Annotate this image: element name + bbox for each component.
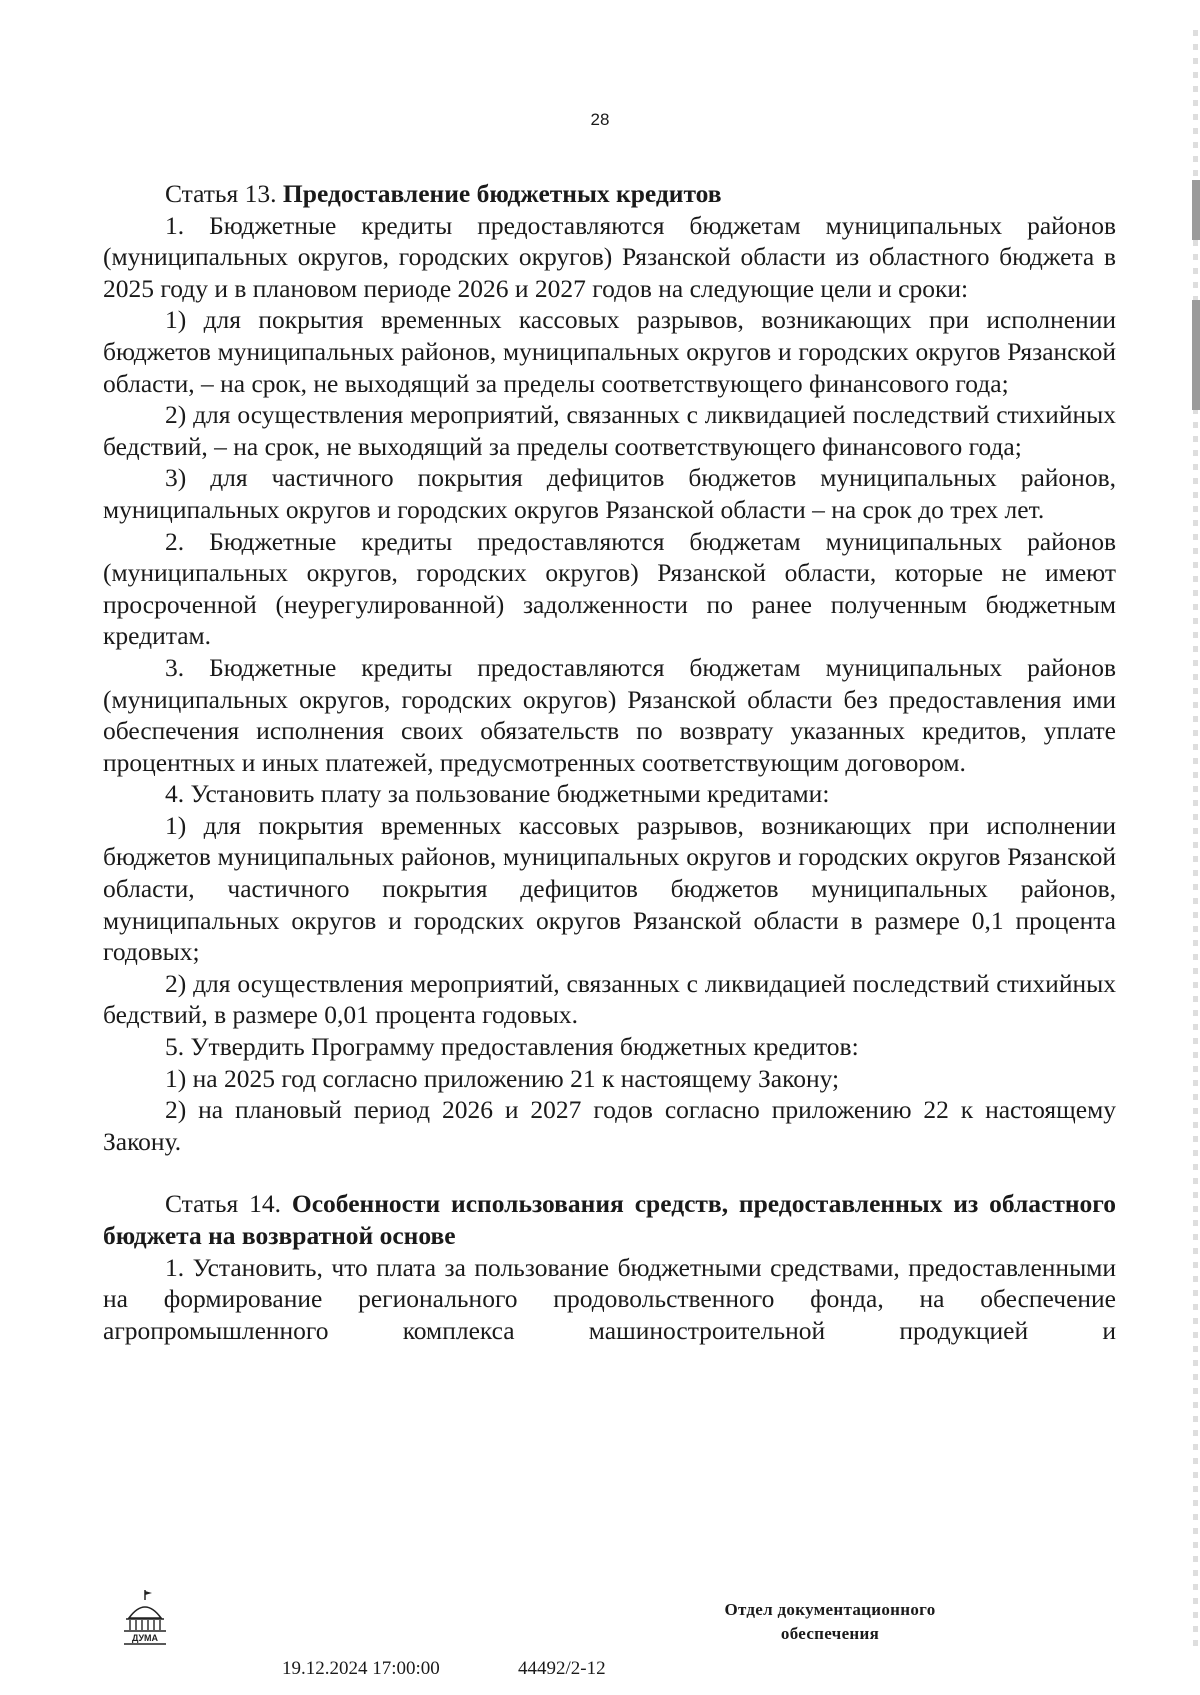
article-13-heading	[103, 178, 1116, 210]
document-body	[103, 178, 1116, 1346]
page-number: 28	[590, 110, 610, 129]
article-14-label: Статья 14.	[165, 1189, 282, 1219]
article-14-heading	[103, 1188, 1116, 1251]
paragraph: 1. Установить, что плата за пользование бюджетными средствами, предоставленными на формирование регионального продовольственного фонда, на обеспечение агропромышленного комплекса машиностроительной продукцией и	[103, 1252, 1116, 1345]
article-13-title: Предоставление бюджетных кредитов	[282, 179, 722, 208]
paragraph: 2) для осуществления мероприятий, связанных с ликвидацией последствий стихийных бедствий, в размере 0,01 процента годовых.	[103, 968, 1116, 1030]
scan-edge	[1193, 30, 1198, 1650]
paragraph: 1. Бюджетные кредиты предоставляются бюджетам муниципальных районов (муниципальных округов, городских округов) Рязанской области из областного бюджета в 2025 году и в плановом периоде 2026 и 2027 годов на следующие цели и сроки:	[103, 210, 1116, 303]
footer-doc-number: 44492/2-12	[518, 1658, 606, 1679]
paragraph: 2. Бюджетные кредиты предоставляются бюджетам муниципальных районов (муниципальных округов, городских округов) Рязанской области, которые не имеют просроченной (неурегулированной) задолженности по ранее полученным бюджетным кредитам.	[103, 526, 1116, 651]
paragraph: 3. Бюджетные кредиты предоставляются бюджетам муниципальных районов (муниципальных округов, городских округов) Рязанской области без предоставления ими обеспечения исполнения своих обязательств по возврату указанных кредитов, уплате процентных и иных платежей, предусмотренных соответствующим договором.	[103, 652, 1116, 777]
paragraph: 1) на 2025 год согласно приложению 21 к настоящему Закону;	[165, 1063, 840, 1093]
scan-mark	[1192, 180, 1200, 240]
paragraph: 1) для покрытия временных кассовых разрывов, возникающих при исполнении бюджетов муниципальных районов, муниципальных округов и городских округов Рязанской области, – на срок, не выходящий за пределы соответствующего финансового года;	[103, 305, 1116, 398]
scan-mark	[1192, 300, 1200, 410]
article-13-label: Статья 13.	[165, 179, 277, 208]
paragraph: 2) для осуществления мероприятий, связанных с ликвидацией последствий стихийных бедствий, – на срок, не выходящий за пределы соответствующего финансового года;	[103, 400, 1116, 461]
paragraph: 2) на плановый период 2026 и 2027 годов согласно приложению 22 к настоящему Закону.	[103, 1095, 1116, 1156]
paragraph: 4. Установить плату за пользование бюджетными кредитами:	[165, 779, 830, 809]
duma-logo-text: ДУМА	[131, 1633, 159, 1643]
paragraph: 1) для покрытия временных кассовых разрывов, возникающих при исполнении бюджетов муниципальных районов, муниципальных округов и городских округов Рязанской области, частичного покрытия дефицитов бюджетов муниципальных районов, муниципальных округов и городских округов Рязанской области в размере 0,1 процента годовых;	[103, 810, 1116, 967]
article-14-title: Особенности использования средств, предоставленных из областного бюджета на возвратной основе	[103, 1189, 1116, 1250]
footer-timestamp: 19.12.2024 17:00:00	[282, 1658, 440, 1679]
footer-department: Отдел документационного обеспечения	[724, 1600, 936, 1643]
duma-logo	[118, 1588, 172, 1648]
paragraph: 5. Утвердить Программу предоставления бюджетных кредитов:	[165, 1032, 859, 1062]
paragraph: 3) для частичного покрытия дефицитов бюджетов муниципальных районов, муниципальных округов и городских округов Рязанской области – на срок до трех лет.	[103, 463, 1116, 524]
